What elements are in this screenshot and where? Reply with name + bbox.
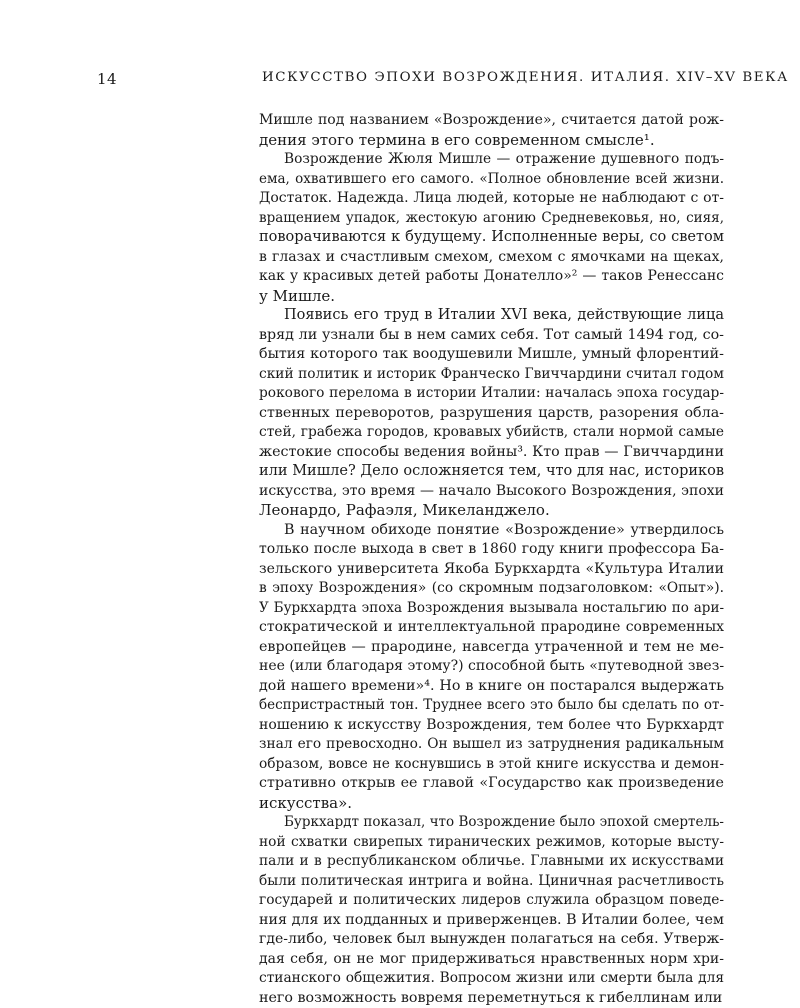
- text-line: стократической и интеллектуальной прародине современных: [259, 618, 724, 638]
- text-line: были политическая интрига и война. Циничная расчетливость: [259, 872, 724, 892]
- text-line: дая себя, он не мог придерживаться нравственных норм хри-: [259, 950, 724, 970]
- text-line: или Мишле? Дело осложняется тем, что для нас, историков: [259, 462, 724, 482]
- text-line: рокового перелома в истории Италии: началась эпоха государ-: [259, 384, 724, 404]
- paragraph: [259, 521, 724, 814]
- text-line: ношению к искусству Возрождения, тем более что Буркхардт: [259, 716, 724, 736]
- text-line: Достаток. Надежда. Лица людей, которые не наблюдают с от-: [259, 189, 724, 209]
- text-line: дой нашего времени»⁴. Но в книге он постарался выдержать: [259, 677, 724, 697]
- text-line: вращением упадок, жестокую агонию Средневековья, но, сияя,: [259, 209, 724, 229]
- text-line: зельского университета Якоба Буркхардта «Культура Италии: [259, 560, 724, 580]
- paragraph: [259, 306, 724, 521]
- paragraph: [259, 111, 724, 150]
- text-line: У Буркхардта эпоха Возрождения вызывала ностальгию по ари-: [259, 599, 724, 619]
- text-line: европейцев — прародине, навсегда утраченной и тем не ме-: [259, 638, 724, 658]
- paragraph: [259, 150, 724, 306]
- text-line: Возрождение Жюля Мишле — отражение душевного подъ-: [259, 150, 724, 170]
- text-line: где-либо, человек был вынужден полагаться на себя. Утверж-: [259, 930, 724, 950]
- text-line: в эпоху Возрождения» (со скромным подзаголовком: «Опыт»).: [259, 579, 724, 599]
- text-line: в глазах и счастливым смехом, смехом с ямочками на щеках,: [259, 248, 724, 268]
- text-line: бытия которого так воодушевили Мишле, умный флорентий-: [259, 345, 724, 365]
- text-line: ский политик и историк Франческо Гвиччардини считал годом: [259, 365, 724, 385]
- text-line: жестокие способы ведения войны³. Кто прав — Гвиччардини: [259, 443, 724, 463]
- text-line: образом, вовсе не коснувшись в этой книге искусства и демон-: [259, 755, 724, 775]
- text-line: искусства».: [259, 794, 724, 814]
- text-line: стианского общежития. Вопросом жизни или смерти была для: [259, 969, 724, 989]
- text-line: ния для их подданных и приверженцев. В Италии более, чем: [259, 911, 724, 931]
- text-column: [259, 111, 724, 1008]
- text-line: дения этого термина в его современном смысле¹.: [259, 131, 724, 151]
- text-line: ственных переворотов, разрушения царств, разорения обла-: [259, 404, 724, 424]
- text-line: как у красивых детей работы Донателло»² — таков Ренессанс: [259, 267, 724, 287]
- text-line: Мишле под названием «Возрождение», считается датой рож-: [259, 111, 724, 131]
- text-line: стей, грабежа городов, кровавых убийств, стали нормой самые: [259, 423, 724, 443]
- page-number: 14: [97, 70, 117, 88]
- text-line: беспристрастный тон. Труднее всего это было бы сделать по от-: [259, 696, 724, 716]
- running-header: ИСКУССТВО ЭПОХИ ВОЗРОЖДЕНИЯ. ИТАЛИЯ. XIV–XV ВЕКА: [262, 70, 723, 85]
- text-line: государей и политических лидеров служила образцом поведе-: [259, 891, 724, 911]
- text-line: стративно открыв ее главой «Государство как произведение: [259, 774, 724, 794]
- text-line: В научном обиходе понятие «Возрождение» утвердилось: [259, 521, 724, 541]
- text-line: вряд ли узнали бы в нем самих себя. Тот самый 1494 год, со-: [259, 326, 724, 346]
- text-line: нее (или благодаря этому?) способной быть «путеводной звез-: [259, 657, 724, 677]
- paragraph: [259, 813, 724, 1008]
- text-line: него возможность вовремя переметнуться к гибеллинам или: [259, 989, 724, 1008]
- text-line: Леонардо, Рафаэля, Микеланджело.: [259, 501, 724, 521]
- text-line: Буркхардт показал, что Возрождение было эпохой смертель-: [259, 813, 724, 833]
- text-line: только после выхода в свет в 1860 году книги профессора Ба-: [259, 540, 724, 560]
- text-line: Появись его труд в Италии XVI века, действующие лица: [259, 306, 724, 326]
- text-line: пали и в республиканском обличье. Главными их искусствами: [259, 852, 724, 872]
- text-line: знал его превосходно. Он вышел из затруднения радикальным: [259, 735, 724, 755]
- text-line: искусства, это время — начало Высокого Возрождения, эпохи: [259, 482, 724, 502]
- text-line: ема, охватившего его самого. «Полное обновление всей жизни.: [259, 170, 724, 190]
- text-line: у Мишле.: [259, 287, 724, 307]
- text-line: поворачиваются к будущему. Исполненные веры, со светом: [259, 228, 724, 248]
- text-line: ной схватки свирепых тиранических режимов, которые высту-: [259, 833, 724, 853]
